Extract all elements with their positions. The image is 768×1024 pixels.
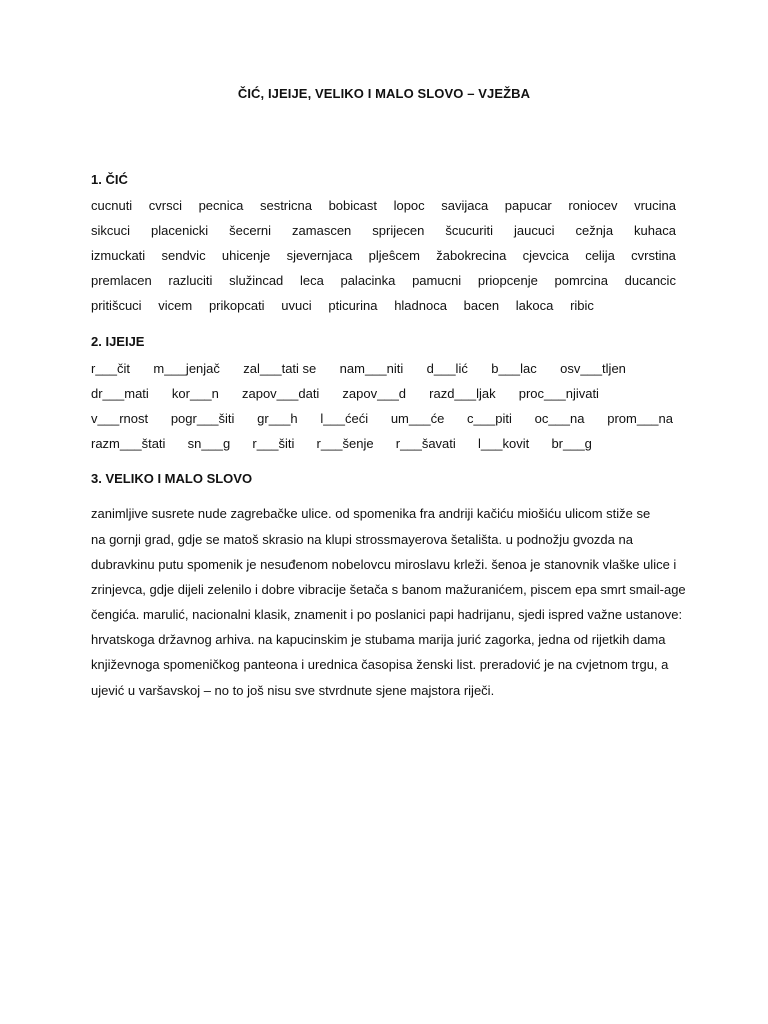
word: pticurina [328,298,378,313]
blank-word: c___piti [467,411,512,426]
word: cjevcica [522,248,569,263]
word: služincad [229,273,284,288]
word: sjevernjaca [286,248,353,263]
word: prikopcati [208,298,265,313]
blank-word: sn___g [187,436,231,451]
word: sendvic [161,248,206,263]
paragraph-line: zanimljive susrete nude zagrebačke ulice. od spomenika fra andriji kačiću miošiću ulicom stiže se [91,506,651,521]
blank-word: r___šavati [395,436,456,451]
paragraph-line: ujević u varšavskoj – no to još nisu sve stvrdnute sjene majstora riječi. [91,683,495,698]
word: cvrsci [148,198,182,213]
word-row [91,198,676,214]
blank-word: dr___mati [91,386,149,401]
word: uhicenje [221,248,271,263]
word: razluciti [168,273,213,288]
blank-word: proc___njivati [518,386,599,401]
word: izmuckati [91,248,146,263]
word: jaucuci [514,223,555,238]
paragraph-line: dubravkinu putu spomenik je nesuđenom nobelovcu miroslavu krleži. šenoa je stanovnik vlaške ulice i [91,557,677,572]
word: sestricna [259,198,312,213]
word: šecerni [229,223,272,238]
blank-word: b___lac [491,361,537,376]
blank-word: um___će [390,411,445,426]
blank-word: br___g [551,436,592,451]
section-heading-cic: 1. ČIĆ [91,172,128,187]
word: kuhaca [634,223,676,238]
word: sprijecen [372,223,425,238]
word-row [91,298,594,314]
blank-word: pogr___šiti [170,411,235,426]
word: lakoca [515,298,554,313]
blank-word: zal___tati se [243,361,317,376]
blank-word: razd___ljak [429,386,496,401]
word: cucnuti [91,198,133,213]
paragraph-line: zrinjevca, gdje dijeli zelenilo i dobre vibracije šetača s banom mažuranićem, piscem epa smrt smail-age [91,582,686,597]
blank-word: prom___na [607,411,673,426]
word-row [91,248,676,264]
word: lopoc [393,198,425,213]
word: vrucina [634,198,676,213]
blank-row [91,361,626,377]
word: celija [585,248,615,263]
word: roniocev [568,198,618,213]
blank-word: nam___niti [339,361,404,376]
word: pritišcuci [91,298,142,313]
paragraph-line: književnoga spomeničkog panteona i urednica časopisa ženski list. preradović je na cvjetnom trgu, a [91,657,669,672]
word: ducancic [624,273,676,288]
word: pecnica [198,198,244,213]
word: cvrstina [631,248,676,263]
word: premlacen [91,273,152,288]
document-title: ČIĆ, IJEIJE, VELIKO I MALO SLOVO – VJEŽBA [237,86,531,101]
blank-word: l___ćeći [320,411,369,426]
paragraph-line: na gornji grad, gdje se matoš skrasio na klupi strossmayerova šetališta. u podnožju gvozda na [91,532,633,547]
word: priopcenje [477,273,538,288]
word: sikcuci [91,223,131,238]
word: bacen [463,298,500,313]
blank-row [91,386,599,402]
section-heading-veliko-malo: 3. VELIKO I MALO SLOVO [91,471,253,486]
blank-row [91,411,673,427]
word: savijaca [441,198,489,213]
blank-word: r___šiti [252,436,295,451]
word: leca [299,273,324,288]
word: pomrcina [554,273,608,288]
blank-word: l___kovit [477,436,530,451]
word-row [91,223,676,239]
word: pljeŝcem [368,248,420,263]
blank-word: oc___na [534,411,585,426]
word: zamascen [292,223,352,238]
word: vicem [158,298,193,313]
section-heading-ijeije: 2. IJEIJE [91,334,145,349]
word: ribic [570,298,594,313]
blank-word: gr___h [257,411,298,426]
paragraph-line: čengića. marulić, nacionalni klasik, znamenit i po poslanici papi hadrijanu, sjedi ispred važne ustanove: [91,607,683,622]
blank-word: razm___štati [91,436,166,451]
blank-row [91,436,592,452]
word: žabokrecina [436,248,507,263]
word: papucar [504,198,552,213]
blank-word: v___rnost [91,411,149,426]
blank-word: r___čit [91,361,131,376]
word: hladnoca [394,298,447,313]
blank-word: m___jenjač [153,361,220,376]
blank-word: r___šenje [316,436,374,451]
word: šcucuriti [445,223,493,238]
blank-word: zapov___d [342,386,407,401]
word: uvuci [281,298,312,313]
word: pamucni [412,273,462,288]
blank-word: kor___n [171,386,219,401]
paragraph-line: hrvatskoga državnog arhiva. na kapucinskim je stubama marija jurić zagorka, jedna od rijetkih dama [91,632,666,647]
word: palacinka [340,273,396,288]
blank-word: d___lić [426,361,468,376]
word: placenicki [151,223,209,238]
word-row [91,273,676,289]
blank-word: osv___tljen [560,361,626,376]
word: bobicast [328,198,377,213]
word: cežnja [575,223,614,238]
blank-word: zapov___dati [241,386,320,401]
